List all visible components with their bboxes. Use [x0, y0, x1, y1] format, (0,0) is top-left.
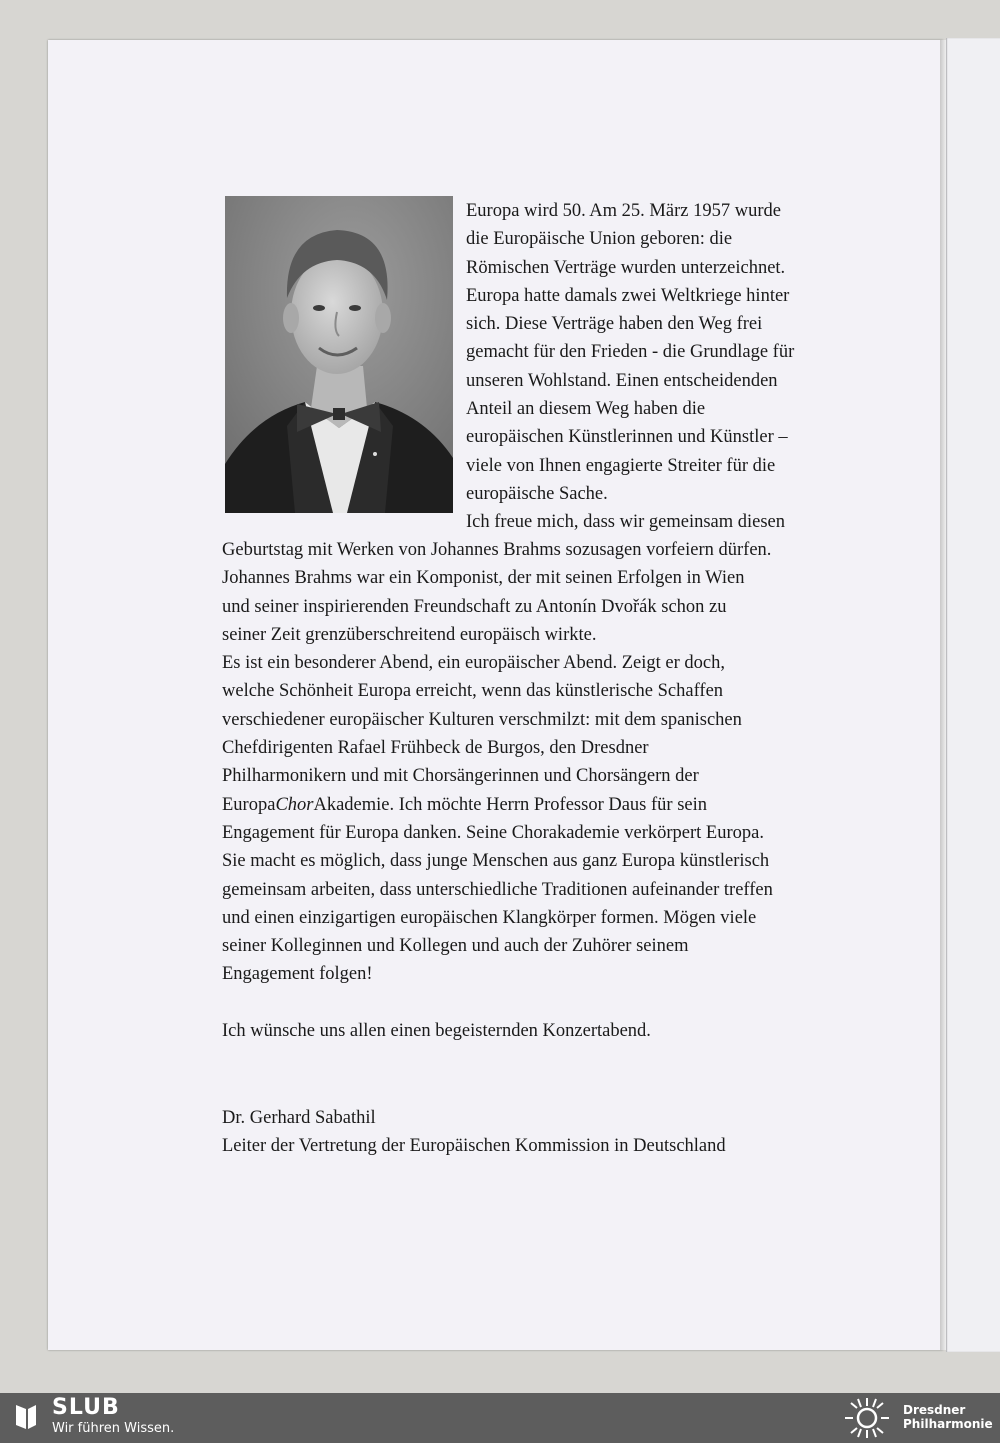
intro-line: Europa hatte damals zwei Weltkriege hinter: [466, 285, 790, 306]
europa-prefix: Europa: [222, 794, 276, 815]
intro-line: europäische Sache.: [466, 483, 608, 504]
chor-italic: Chor: [275, 794, 314, 815]
portrait-photo: [225, 196, 453, 513]
body-line-chorakademie: [222, 791, 773, 819]
portrait-drawing: [225, 196, 453, 513]
philharmonie-sunburst-icon[interactable]: [842, 1396, 892, 1440]
closing-line: Ich wünsche uns allen einen begeisternden Konzertabend.: [222, 1020, 651, 1041]
body-line: Johannes Brahms war ein Komponist, der mit seinen Erfolgen in Wien: [222, 568, 745, 589]
page-fold: [940, 40, 946, 1350]
intro-line: sich. Diese Verträge haben den Weg frei: [466, 314, 763, 335]
slub-name[interactable]: SLUB: [52, 1395, 120, 1420]
body-line: Philharmonikern und mit Chorsängerinnen und Chorsängern der: [222, 766, 699, 787]
body-line: seiner Zeit grenzüberschreitend europäisch wirkte.: [222, 624, 597, 645]
akademie-suffix: Akademie. Ich möchte Herrn Professor Daus für sein: [313, 794, 707, 815]
intro-line: Ich freue mich, dass wir gemeinsam diesen: [466, 512, 786, 533]
body-line: seiner Kolleginnen und Kollegen und auch der Zuhörer seinem: [222, 936, 689, 957]
philharmonie-line2: Philharmonie: [903, 1417, 993, 1431]
intro-line: Anteil an diesem Weg haben die: [466, 399, 706, 420]
body-line: verschiedener europäischer Kulturen verschmilzt: mit dem spanischen: [222, 709, 742, 730]
intro-line: Europa wird 50. Am 25. März 1957 wurde: [466, 201, 781, 221]
letter-intro: [466, 197, 794, 537]
slub-book-icon[interactable]: [14, 1401, 38, 1431]
body-line: und einen einzigartigen europäischen Klangkörper formen. Mögen viele: [222, 907, 757, 928]
intro-line: unseren Wohlstand. Einen entscheidenden: [466, 370, 778, 391]
footer-bar: [0, 1393, 1000, 1443]
intro-line: europäischen Künstlerinnen und Künstler –: [466, 427, 788, 448]
signature-block: [222, 1104, 726, 1161]
intro-line: Römischen Verträge wurden unterzeichnet.: [466, 257, 786, 278]
body-line: Chefdirigenten Rafael Frühbeck de Burgos, den Dresdner: [222, 738, 649, 759]
body-line: Sie macht es möglich, dass junge Menschen aus ganz Europa künstlerisch: [222, 851, 770, 872]
body-line: gemeinsam arbeiten, dass unterschiedliche Traditionen aufeinander treffen: [222, 879, 773, 900]
body-line: Engagement für Europa danken. Seine Chorakademie verkörpert Europa.: [222, 822, 764, 843]
body-line: welche Schönheit Europa erreicht, wenn das künstlerische Schaffen: [222, 681, 724, 702]
intro-line: die Europäische Union geboren: die: [466, 229, 733, 250]
body-line: Es ist ein besonderer Abend, ein europäischer Abend. Zeigt er doch,: [222, 653, 725, 674]
body-line: und seiner inspirierenden Freundschaft zu Antonín Dvořák schon zu: [222, 596, 727, 617]
philharmonie-name[interactable]: [903, 1403, 993, 1431]
body-line: Engagement folgen!: [222, 964, 373, 985]
signature-title: Leiter der Vertretung der Europäischen Kommission in Deutschland: [222, 1136, 726, 1157]
slub-slogan: Wir führen Wissen.: [52, 1421, 175, 1436]
letter-body: [222, 536, 773, 1045]
intro-line: gemacht für den Frieden - die Grundlage für: [466, 342, 795, 363]
facing-page-edge: [946, 38, 1000, 1352]
body-line: Geburtstag mit Werken von Johannes Brahms sozusagen vorfeiern dürfen.: [222, 540, 772, 560]
philharmonie-line1: Dresdner: [903, 1403, 966, 1417]
intro-line: viele von Ihnen engagierte Streiter für die: [466, 455, 776, 476]
signature-name: Dr. Gerhard Sabathil: [222, 1108, 376, 1128]
